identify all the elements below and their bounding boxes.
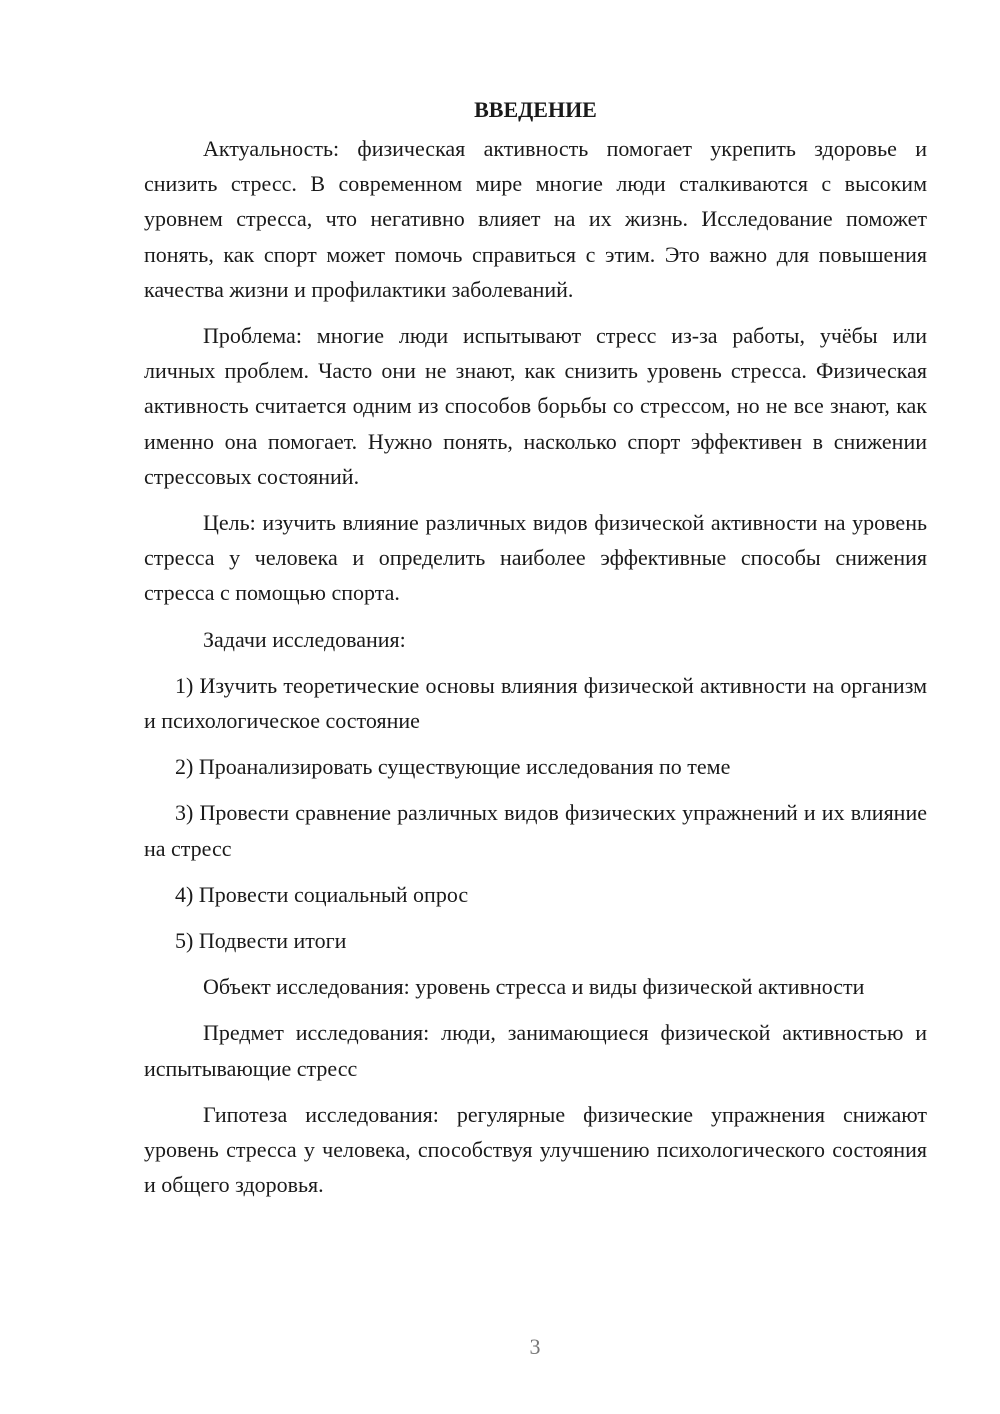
- task-item: 2) Проанализировать существующие исследования по теме: [175, 754, 731, 780]
- relevance-paragraph: Актуальность: физическая активность помогает укрепить здоровье и снизить стресс. В современном мире многие люди сталкиваются с высоким уровнем стресса, что негативно влияет на их жизнь. Исследование поможет понять, как спорт может помочь справиться с этим. Это важно для повышения качества жизни и профилактики заболеваний.: [144, 136, 927, 302]
- problem-paragraph: Проблема: многие люди испытывают стресс из-за работы, учёбы или личных проблем. Часто они не знают, как снизить уровень стресса. Физическая активность считается одним из способов борьбы со стрессом, но не все знают, как именно она помогает. Нужно понять, насколько спорт эффективен в снижении стрессовых состояний.: [144, 323, 927, 489]
- task-item: 4) Провести социальный опрос: [175, 881, 469, 907]
- subject-paragraph: Предмет исследования: люди, занимающиеся физической активностью и испытывающие стресс: [144, 1020, 927, 1081]
- section-title: ВВЕДЕНИЕ: [474, 97, 597, 122]
- object-paragraph: Объект исследования: уровень стресса и виды физической активности: [203, 974, 865, 1000]
- tasks-heading: Задачи исследования:: [203, 626, 406, 652]
- task-item: 1) Изучить теоретические основы влияния физической активности на организм и психологическое состояние: [144, 672, 927, 734]
- page-number: 3: [529, 1334, 541, 1359]
- task-item: 5) Подвести итоги: [175, 928, 347, 954]
- task-item: 3) Провести сравнение различных видов физических упражнений и их влияние на стресс: [144, 800, 927, 861]
- hypothesis-paragraph: Гипотеза исследования: регулярные физические упражнения снижают уровень стресса у человека, способствуя улучшению психологического состояния и общего здоровья.: [144, 1101, 927, 1198]
- goal-paragraph: Цель: изучить влияние различных видов физической активности на уровень стресса у человека и определить наиболее эффективные способы снижения стресса с помощью спорта.: [144, 510, 927, 606]
- document-page: [144, 92, 927, 1213]
